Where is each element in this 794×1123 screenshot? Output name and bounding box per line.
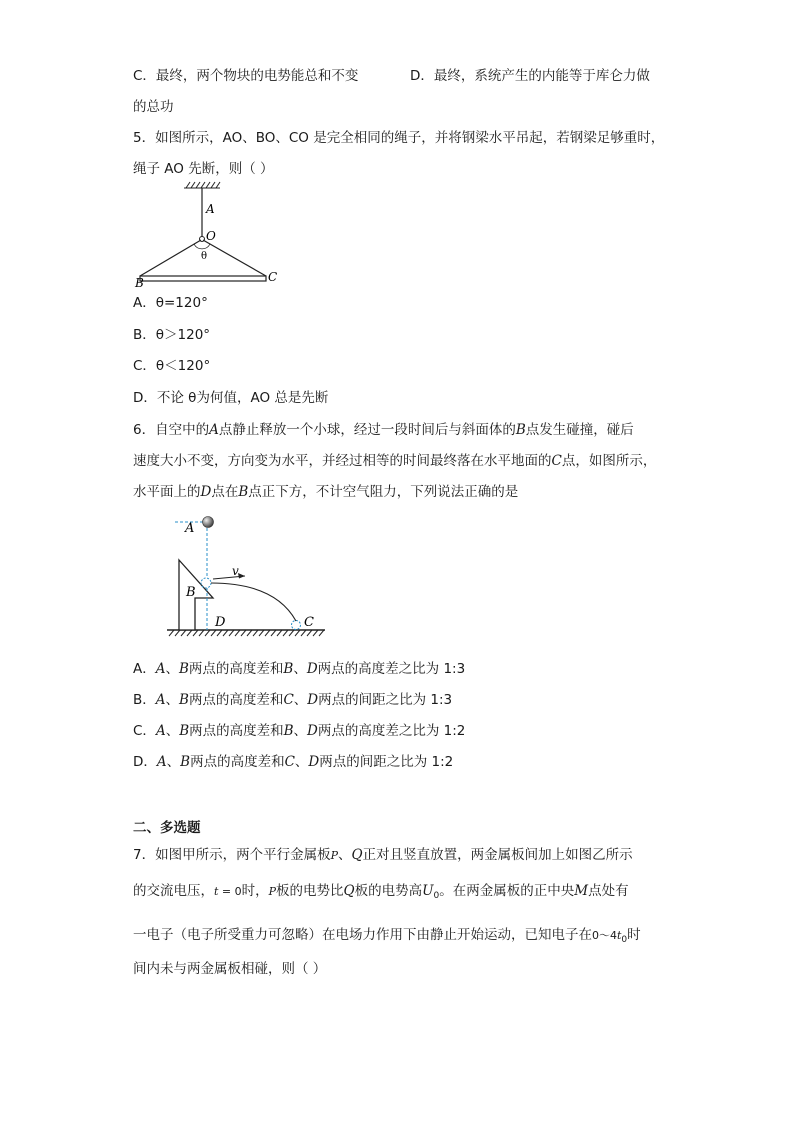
rope-bo — [140, 240, 201, 276]
rope-co — [203, 240, 266, 276]
ceiling-hatch — [184, 182, 220, 188]
ball-at-b — [201, 578, 211, 588]
q6-option-c: C．A、B两点的高度差和B、D两点的高度差之比为 1:2 — [133, 723, 466, 739]
q6-stem-line3: 水平面上的D点在B点正下方，不计空气阻力，下列说法正确的是 — [133, 484, 519, 500]
q4-option-c: C．最终，两个物块的电势能总和不变 — [133, 68, 359, 84]
q5-option-a: A．θ=120° — [133, 295, 208, 311]
label-a: A — [185, 521, 195, 536]
label-c: C — [268, 270, 278, 284]
q7-stem-line3: 一电子（电子所受重力可忽略）在电场力作用下由静止开始运动，已知电子在$0\sim 4t_0$时 — [133, 927, 641, 945]
steel-beam — [140, 276, 266, 281]
q5-option-b: B．θ＞120° — [133, 327, 211, 343]
label-v: v — [232, 564, 239, 578]
q6-stem-line1: 6．自空中的A点静止释放一个小球，经过一段时间后与斜面体的B点发生碰撞，碰后 — [133, 422, 634, 438]
angle-arc — [194, 244, 210, 249]
ball-at-a — [203, 517, 214, 528]
q5-figure — [130, 180, 290, 292]
q6-option-a: A．A、B两点的高度差和B、D两点的高度差之比为 1:3 — [133, 661, 466, 677]
q6-option-b: B．A、B两点的高度差和C、D两点的间距之比为 1:3 — [133, 692, 453, 708]
incline-block — [179, 560, 213, 630]
label-b: B — [135, 276, 144, 290]
q6-option-d: D．A、B两点的高度差和C、D两点的间距之比为 1:2 — [133, 754, 454, 770]
ground-hatch — [169, 630, 324, 636]
q4-option-d-line2: 的总功 — [133, 99, 174, 115]
ball-at-c — [292, 621, 301, 630]
q7-stem-line1: 7．如图甲所示，两个平行金属板P、Q正对且竖直放置，两金属板间加上如图乙所示 — [133, 847, 633, 863]
q5-stem-line2: 绳子 AO 先断，则（ ） — [133, 161, 274, 177]
velocity-arrowhead — [238, 573, 245, 579]
label-a: A — [206, 202, 215, 216]
q4-option-d-line1: D．最终，系统产生的内能等于库仑力做 — [410, 68, 650, 84]
q5-stem-line1: 5．如图所示，AO、BO、CO 是完全相同的绳子，并将钢梁水平吊起，若钢梁足够重时， — [133, 130, 665, 146]
label-c: C — [304, 615, 314, 630]
q5-option-c: C．θ＜120° — [133, 358, 211, 374]
q5-option-d: D．不论 θ为何值，AO 总是先断 — [133, 390, 329, 406]
label-theta: θ — [201, 251, 208, 262]
q7-stem-line4: 间内未与两金属板相碰，则（ ） — [133, 961, 327, 977]
label-o: O — [206, 229, 216, 243]
label-d: D — [215, 615, 226, 630]
q6-figure — [165, 512, 330, 646]
section-title: 二、多选题 — [133, 820, 201, 836]
label-b: B — [186, 585, 196, 600]
q7-stem-line2: 的交流电压，t = 0时，P板的电势比Q板的电势高$U_0$。在两金属板的正中央M点处有 — [133, 883, 629, 901]
q6-stem-line2: 速度大小不变，方向变为水平，并经过相等的时间最终落在水平地面的C点，如图所示， — [133, 453, 657, 469]
